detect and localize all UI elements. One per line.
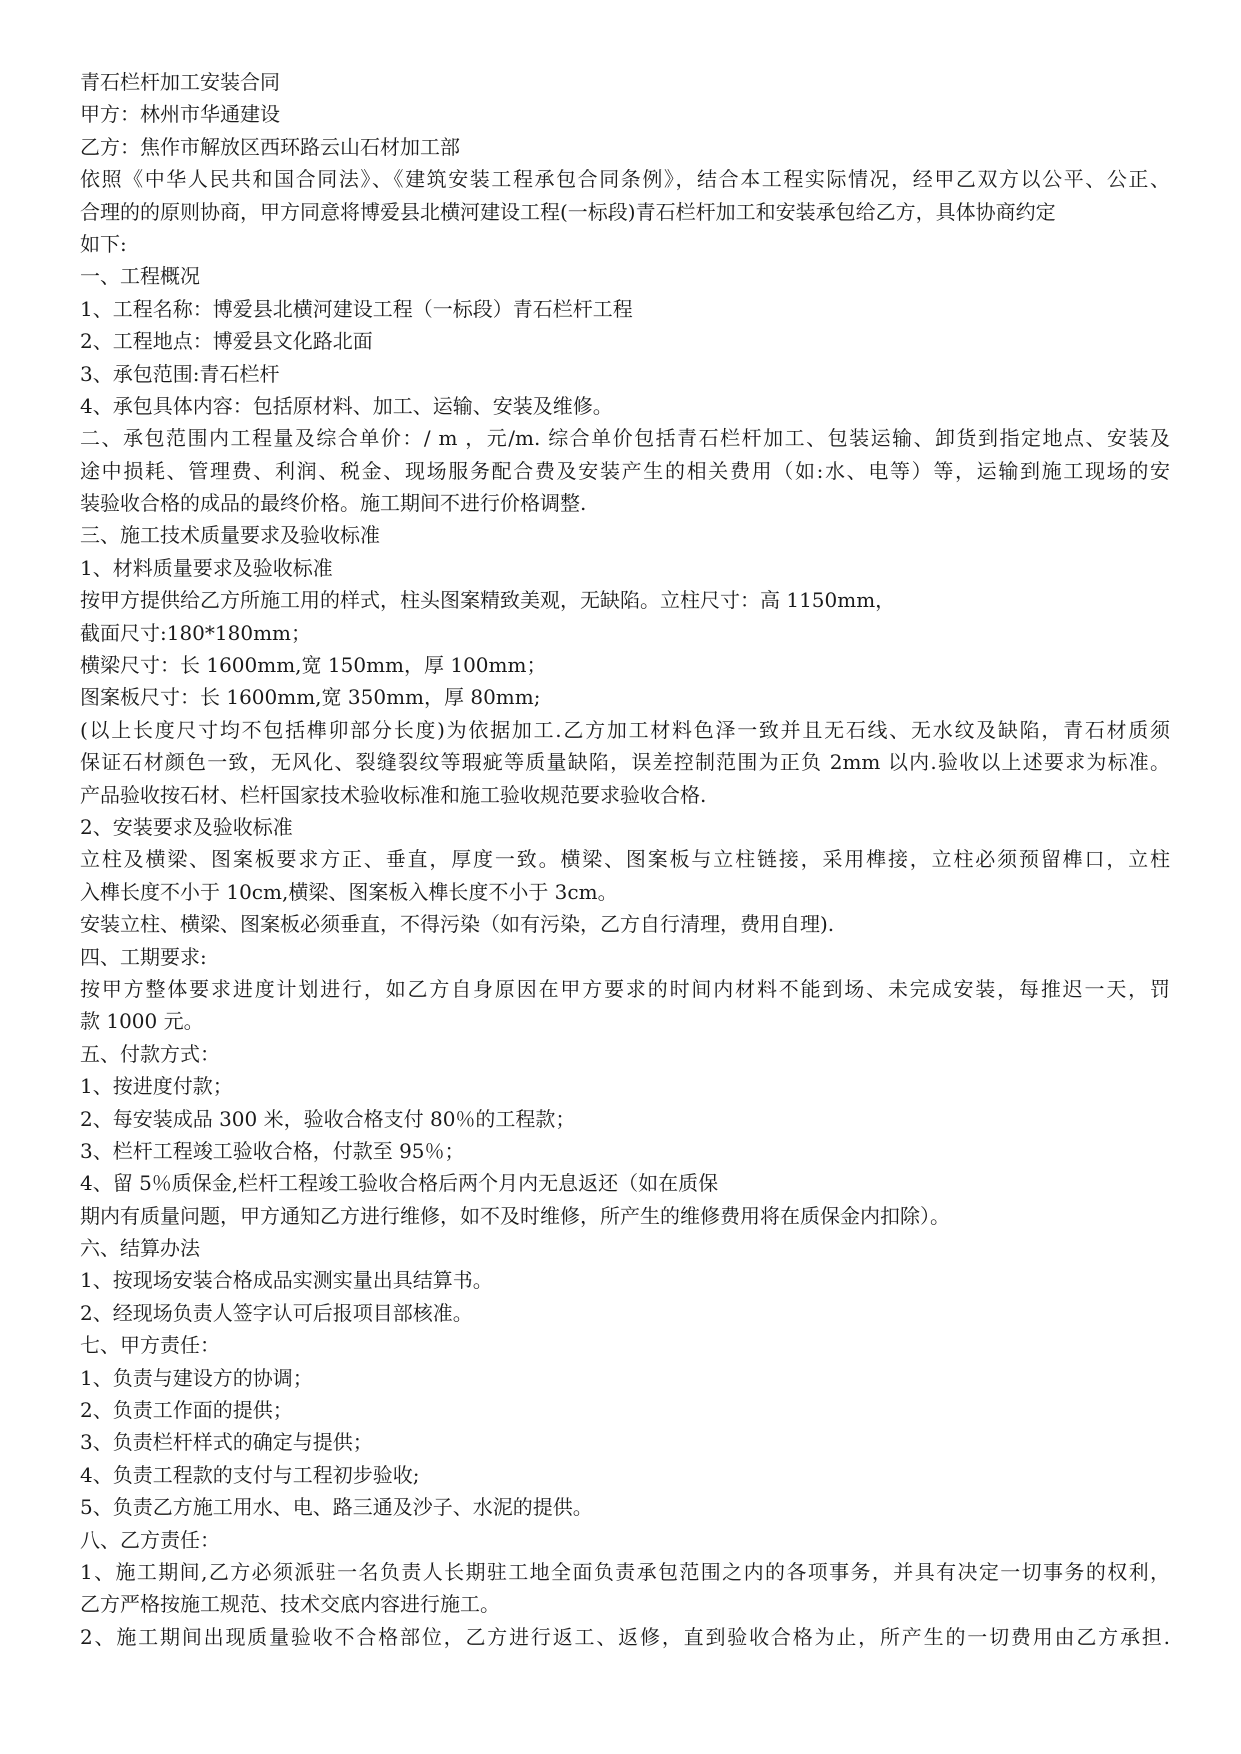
contract-text-line: 2、安装要求及验收标准 — [80, 814, 293, 839]
contract-text-line: 1、负责与建设方的协调； — [80, 1365, 313, 1390]
document-title: 青石栏杆加工安装合同 — [80, 70, 280, 94]
contract-text-line: 途中损耗、管理费、利润、税金、现场服务配合费及安装产生的相关费用（如:水、电等）等，运输到施工现场的安 — [80, 458, 1170, 483]
contract-text-line: 依照《中华人民共和国合同法》、《建筑安装工程承包合同条例》，结合本工程实际情况，经甲乙双方以公平、公正、 — [80, 167, 1170, 192]
contract-text-line: 横梁尺寸：长 1600mm,宽 150mm，厚 100mm； — [80, 653, 547, 678]
contract-text-line: 六、结算办法 — [80, 1236, 200, 1261]
contract-text-line: 截面尺寸:180*180mm； — [80, 620, 312, 645]
contract-text-line: 2、每安装成品 300 米，验收合格支付 80％的工程款； — [80, 1106, 576, 1131]
contract-text-line: 4、留 5％质保金,栏杆工程竣工验收合格后两个月内无息返还（如在质保 — [80, 1171, 719, 1196]
contract-text-line: 按甲方整体要求进度计划进行，如乙方自身原因在甲方要求的时间内材料不能到场、未完成安装，每推迟一天，罚 — [80, 976, 1170, 1001]
contract-text-line: 三、施工技术质量要求及验收标准 — [80, 523, 380, 548]
contract-text-line: 装验收合格的成品的最终价格。施工期间不进行价格调整. — [80, 491, 587, 516]
contract-text-line: 2、工程地点：博爱县文化路北面 — [80, 329, 373, 354]
contract-text-line: 五、付款方式： — [80, 1041, 220, 1066]
contract-text-line: 1、工程名称：博爱县北横河建设工程（一标段）青石栏杆工程 — [80, 296, 633, 321]
contract-text-line: 保证石材颜色一致，无风化、裂缝裂纹等瑕疵等质量缺陷，误差控制范围为正负 2mm 以内.验收以上述要求为标准。 — [80, 750, 1170, 775]
contract-text-line: 如下: — [80, 231, 127, 256]
contract-text-line: 一、工程概况 — [80, 264, 200, 289]
contract-text-line: 七、甲方责任： — [80, 1333, 220, 1358]
contract-text-line: 4、承包具体内容：包括原材料、加工、运输、安装及维修。 — [80, 393, 613, 418]
contract-text-line: 1、材料质量要求及验收标准 — [80, 555, 333, 580]
party-a-line: 甲方：林州市华通建设 — [80, 102, 280, 127]
contract-text-line: 入榫长度不小于 10cm,横梁、图案板入榫长度不小于 3cm。 — [80, 879, 618, 904]
contract-text-line: 1、施工期间,乙方必须派驻一名负责人长期驻工地全面负责承包范围之内的各项事务，并具有决定一切事务的权利， — [80, 1559, 1170, 1584]
contract-text-line: 乙方严格按施工规范、技术交底内容进行施工。 — [80, 1592, 500, 1617]
contract-text-line: 产品验收按石材、栏杆国家技术验收标准和施工验收规范要求验收合格. — [80, 782, 707, 807]
contract-text-line: 3、承包范围:青石栏杆 — [80, 361, 280, 386]
contract-text-line: 3、负责栏杆样式的确定与提供； — [80, 1430, 373, 1455]
contract-text-line: 图案板尺寸：长 1600mm,宽 350mm，厚 80mm; — [80, 685, 541, 710]
contract-text-line: 3、栏杆工程竣工验收合格，付款至 95％； — [80, 1138, 465, 1163]
contract-text-line: 二、承包范围内工程量及综合单价：/ m ，元/m. 综合单价包括青石栏杆加工、包装运输、卸货到指定地点、安装及 — [80, 426, 1170, 451]
contract-text-line: 合理的的原则协商，甲方同意将博爱县北横河建设工程(一标段)青石栏杆加工和安装承包给乙方，具体协商约定 — [80, 199, 1056, 224]
contract-body — [80, 163, 1170, 1653]
contract-text-line: (以上长度尺寸均不包括榫卯部分长度)为依据加工.乙方加工材料色泽一致并且无石线、无水纹及缺陷，青石材质须 — [80, 717, 1170, 742]
contract-document — [80, 66, 1170, 1653]
contract-text-line: 期内有质量问题，甲方通知乙方进行维修，如不及时维修，所产生的维修费用将在质保金内扣除）。 — [80, 1203, 950, 1228]
contract-text-line: 2、经现场负责人签字认可后报项目部核准。 — [80, 1300, 473, 1325]
contract-text-line: 2、负责工作面的提供； — [80, 1398, 293, 1423]
contract-text-line: 1、按现场安装合格成品实测实量出具结算书。 — [80, 1268, 493, 1293]
contract-text-line: 立柱及横梁、图案板要求方正、垂直，厚度一致。横梁、图案板与立柱链接，采用榫接，立柱必须预留榫口，立柱 — [80, 847, 1170, 872]
contract-text-line: 2、施工期间出现质量验收不合格部位，乙方进行返工、返修，直到验收合格为止，所产生的一切费用由乙方承担. — [80, 1624, 1170, 1649]
contract-text-line: 八、乙方责任： — [80, 1527, 220, 1552]
party-b-line: 乙方：焦作市解放区西环路云山石材加工部 — [80, 134, 460, 159]
contract-text-line: 款 1000 元。 — [80, 1009, 204, 1034]
contract-text-line: 四、工期要求: — [80, 944, 207, 969]
contract-text-line: 1、按进度付款； — [80, 1074, 233, 1099]
contract-text-line: 5、负责乙方施工用水、电、路三通及沙子、水泥的提供。 — [80, 1495, 593, 1520]
contract-text-line: 安装立柱、横梁、图案板必须垂直，不得污染（如有污染，乙方自行清理，费用自理). — [80, 912, 835, 937]
contract-text-line: 按甲方提供给乙方所施工用的样式，柱头图案精致美观，无缺陷。立柱尺寸：高 1150mm， — [80, 588, 896, 613]
contract-text-line: 4、负责工程款的支付与工程初步验收; — [80, 1462, 420, 1487]
